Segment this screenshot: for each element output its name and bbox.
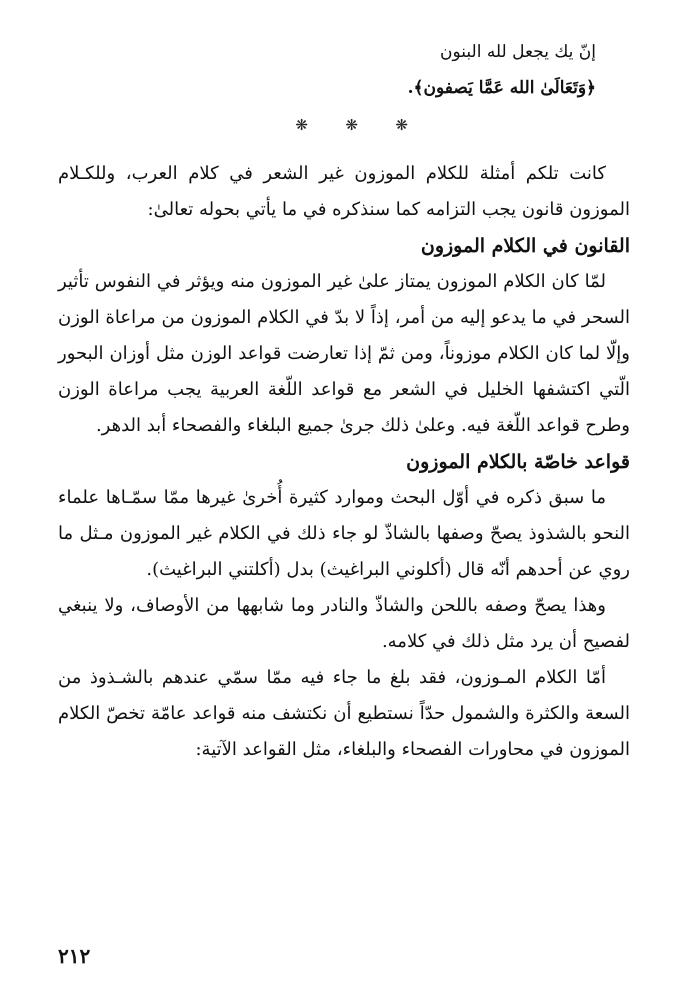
verse-line-2: ﴿وَتَعَالَىٰ الله عَمَّا يَصفون﴾. <box>407 78 596 98</box>
special-rules-paragraph-1: ما سبق ذكره في أوّل البحث وموارد كثيرة أُخرىٰ غيرها ممّا سمّـاها علماء النحو بالشذوذ يصحّ وصفها بالشاذّ لو جاء ذلك في الكلام غير الموزون مـثل ما روي عن أحدهم أنّه قال (أكلوني البراغيث) بدل (أكلتني البراغيث). <box>58 487 630 580</box>
separator-star-icon: ❋ <box>395 116 408 134</box>
section-separator <box>58 116 630 140</box>
section-heading-law: القانون في الكلام الموزون <box>420 235 630 257</box>
section-law-paragraph: لمّا كان الكلام الموزون يمتاز علىٰ غير الموزون منه ويؤثر في النفوس تأثير السحر في ما يدعو إليه من أمر، إذاً لا بدّ في الكلام الموزون من مراعاة الوزن وإلّا لما كان الكلام موزوناً، ومن ثمّ إذا تعارضت قواعد الوزن مثل أوزان البحور الّتي اكتشفها الخليل في الشعر مع قواعد اللّغة العربية يجب مراعاة الوزن وطرح قواعد اللّغة فيه. وعلىٰ ذلك جرىٰ جميع البلغاء والفصحاء أبد الدهر. <box>58 271 630 436</box>
page-number: ٢١٢ <box>58 944 91 968</box>
intro-paragraph: كانت تلكم أمثلة للكلام الموزون غير الشعر في كلام العرب، وللكـلام الموزون قانون يجب التزامه كما سنذكره في ما يأتي بحوله تعالىٰ: <box>58 163 630 220</box>
document-page <box>58 34 630 984</box>
separator-star-icon: ❋ <box>295 116 308 134</box>
special-rules-paragraph-3: أمّا الكلام المـوزون، فقد بلغ ما جاء فيه ممّا سمّي عندهم بالشـذوذ من السعة والكثرة والشمول حدّاً نستطيع أن نكتشف منه قواعد عامّة تخصّ الكلام الموزون في محاورات الفصحاء والبلغاء، مثل القواعد الآتية: <box>58 667 630 760</box>
separator-star-icon: ❋ <box>345 116 358 134</box>
special-rules-paragraph-2: وهذا يصحّ وصفه باللحن والشاذّ والنادر وما شابهها من الأوصاف، ولا ينبغي لفصيح أن يرد مثل ذلك في كلامه. <box>58 595 630 652</box>
section-heading-special-rules: قواعد خاصّة بالكلام الموزون <box>406 451 630 473</box>
verse-line-1: إنّ يك يجعل لله البنون <box>439 42 596 62</box>
